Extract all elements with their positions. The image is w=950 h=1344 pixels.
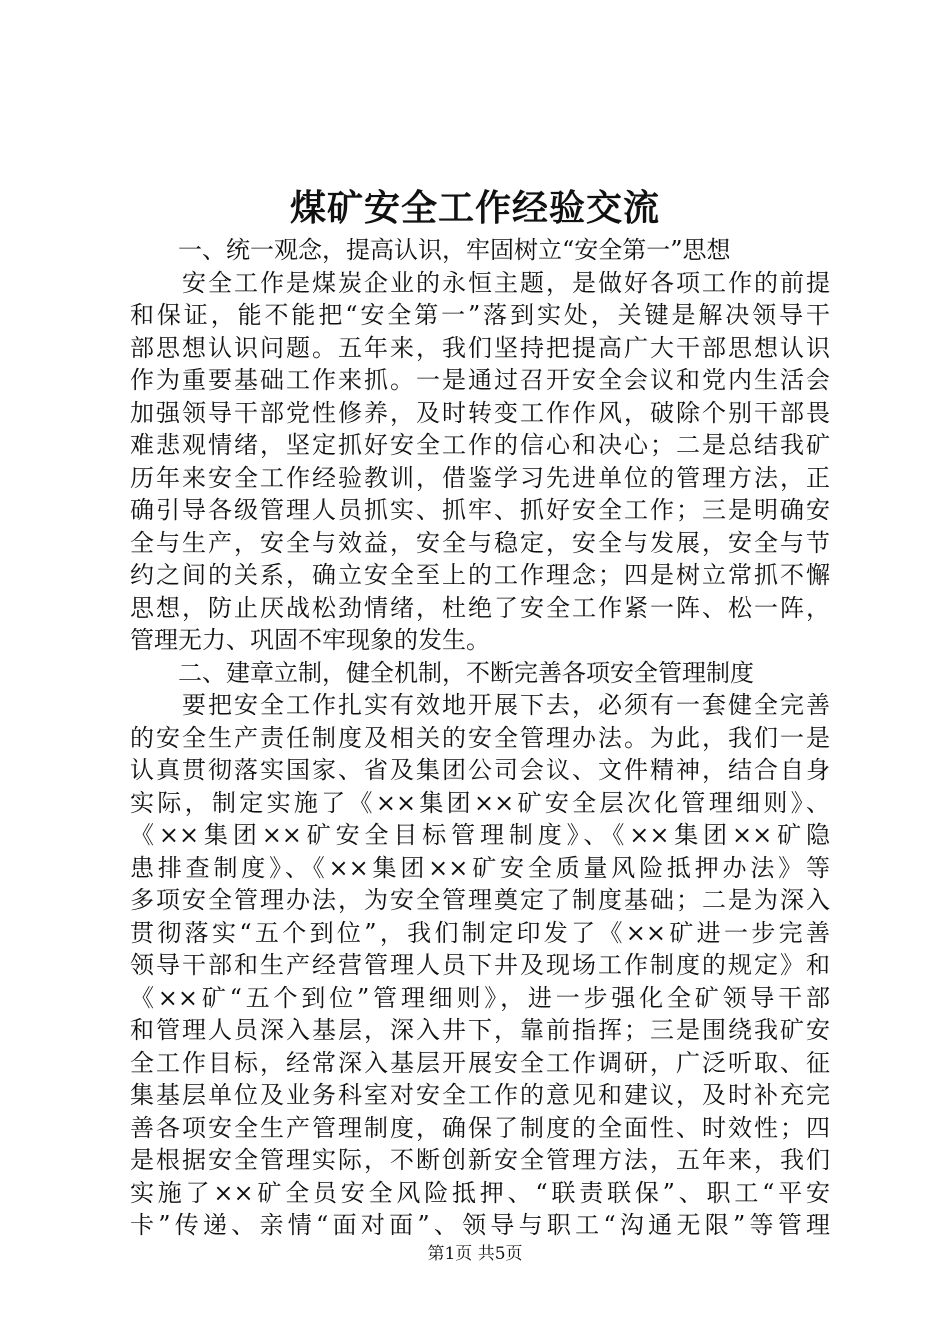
body-text-line: 加强领导干部党性修养，及时转变工作作风，破除个别干部畏	[130, 398, 830, 427]
body-text-line: 全工作目标，经常深入基层开展安全工作调研，广泛听取、征	[130, 1048, 830, 1077]
document-title: 煤矿安全工作经验交流	[289, 187, 660, 229]
body-text-line: 实际，制定实施了《××集团××矿安全层次化管理细则》、	[130, 788, 830, 817]
body-text-line: 实施了××矿全员安全风险抵押、“联责联保”、职工“平安	[130, 1178, 830, 1207]
body-text-line: 的安全生产责任制度及相关的安全管理办法。为此，我们一是	[130, 723, 830, 752]
body-text-line: 认真贯彻落实国家、省及集团公司会议、文件精神，结合自身	[130, 756, 830, 784]
page-footer: 第1页 共5页	[427, 1244, 523, 1264]
body-text-line: 患排查制度》、《××集团××矿安全质量风险抵押办法》等	[130, 853, 830, 882]
body-text-line: 约之间的关系，确立安全至上的工作理念；四是树立常抓不懈	[130, 561, 830, 589]
body-text-line: 多项安全管理办法，为安全管理奠定了制度基础；二是为深入	[130, 886, 830, 914]
body-text-line: 作为重要基础工作来抓。一是通过召开安全会议和党内生活会	[130, 366, 830, 394]
body-text-line: 部思想认识问题。五年来，我们坚持把提高广大干部思想认识	[130, 333, 830, 362]
body-text-line: 难悲观情绪，坚定抓好安全工作的信心和决心；二是总结我矿	[130, 431, 830, 459]
body-text-line: 卡”传递、亲情“面对面”、领导与职工“沟通无限”等管理	[130, 1211, 830, 1239]
body-text-line: 全与生产，安全与效益，安全与稳定，安全与发展，安全与节	[130, 528, 830, 557]
body-text-line: 历年来安全工作经验教训，借鉴学习先进单位的管理方法，正	[130, 463, 830, 492]
body-text-line: 安全工作是煤炭企业的永恒主题，是做好各项工作的前提	[182, 268, 830, 297]
body-text-line: 思想，防止厌战松劲情绪，杜绝了安全工作紧一阵、松一阵，	[130, 593, 830, 622]
body-text-line: 《××矿“五个到位”管理细则》，进一步强化全矿领导干部	[130, 983, 830, 1012]
body-text-line: 领导干部和生产经营管理人员下井及现场工作制度的规定》和	[130, 951, 830, 979]
body-text-line: 要把安全工作扎实有效地开展下去，必须有一套健全完善	[182, 691, 830, 719]
body-text-line: 确引导各级管理人员抓实、抓牢、抓好安全工作；三是明确安	[130, 496, 830, 524]
body-text-line: 集基层单位及业务科室对安全工作的意见和建议，及时补充完	[130, 1081, 830, 1109]
body-text-line: 善各项安全生产管理制度，确保了制度的全面性、时效性；四	[130, 1113, 830, 1142]
body-text-line: 管理无力、巩固不牢现象的发生。	[130, 626, 490, 654]
body-text-line: 和管理人员深入基层，深入井下，靠前指挥；三是围绕我矿安	[130, 1016, 830, 1044]
section-heading: 一、统一观念，提高认识，牢固树立“安全第一”思想	[178, 236, 731, 264]
body-text-line: 《××集团××矿安全目标管理制度》、《××集团××矿隐	[130, 821, 830, 849]
body-text-line: 贯彻落实“五个到位”，我们制定印发了《××矿进一步完善	[130, 918, 830, 947]
body-text-line: 和保证，能不能把“安全第一”落到实处，关键是解决领导干	[130, 301, 830, 329]
document-body	[130, 234, 830, 1242]
section-heading: 二、建章立制，健全机制，不断完善各项安全管理制度	[178, 658, 754, 687]
body-text-line: 是根据安全管理实际，不断创新安全管理方法，五年来，我们	[130, 1146, 830, 1174]
